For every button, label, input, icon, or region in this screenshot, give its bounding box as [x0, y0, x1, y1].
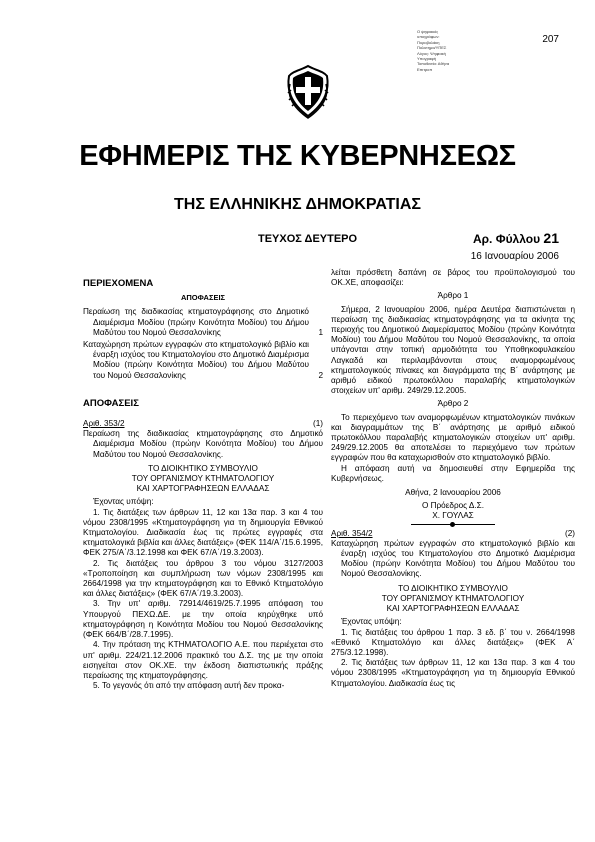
preamble: Έχοντας υπόψη:	[93, 497, 154, 507]
decision-marker: (2)	[564, 528, 575, 538]
decision-marker: (1)	[312, 419, 323, 429]
gazette-subtitle: ΤΗΣ ΕΛΛΗΝΙΚΗΣ ΔΗΜΟΚΡΑΤΙΑΣ	[174, 196, 421, 213]
article-title: Άρθρο 2	[437, 399, 469, 409]
preamble: Έχοντας υπόψη:	[341, 617, 402, 627]
consideration: 3. Την υπ' αριθμ. 72914/4619/25.7.1995 απόφαση του Υπουργού ΠΕΧΩ.ΔΕ. με την οποία κηρύχθηκε υπό κτηματογράφηση η Κοινότητα Μοδίου του Νομού Θεσσαλονίκης (ΦΕΚ 664/Β΄/28.7.1995).	[83, 599, 323, 640]
gazette-title: ΕΦΗΜΕΡΙΣ ΤΗΣ ΚΥΒΕΡΝΗΣΕΩΣ	[79, 140, 516, 172]
stamp-line: Επιτροπ	[417, 66, 433, 72]
toc-item[interactable]	[83, 307, 323, 338]
issue-series: ΤΕΥΧΟΣ ΔΕΥΤΕΡΟ	[258, 233, 358, 245]
decision-number: Αριθ. 353/2	[83, 419, 125, 429]
stamp-line: Πολυτημα/ΥΠΕΣ	[417, 45, 447, 51]
stamp-line: Υπογραφή	[417, 56, 437, 62]
toc-section: ΑΠΟΦΑΣΕΙΣ	[180, 293, 226, 303]
decision-number: Αριθ. 354/2	[331, 528, 373, 538]
board-line: ΤΟΥ ΟΡΓΑΝΙΣΜΟΥ ΚΤΗΜΑΤΟΛΟΓΙΟΥ	[381, 593, 525, 603]
toc-item-text: Περαίωση της διαδικασίας κτηματογράφησης στο Δημοτικό Διαμέρισμα Μοδίου (πρώην Κοινότητα Μοδίου) του Δήμου Μαδύτου του Νομού Θεσσαλονίκης	[83, 307, 309, 337]
digital-signature-stamp	[417, 29, 497, 72]
stamp-line: Πυροβολάκη	[417, 39, 440, 45]
continuation-text: λείται πρόσθετη δαπάνη σε βάρος του προϋπολογισμού του ΟΚ.ΧΕ, αποφασίζει:	[331, 268, 575, 288]
issue-date: 16 Ιανουαρίου 2006	[470, 251, 559, 262]
article-text: Σήμερα, 2 Ιανουαρίου 2006, ημέρα Δευτέρα διαπιστώνεται η περαίωση της διαδικασίας κτηματογράφησης για τα ακίνητα της περιοχής του Δημοτικού Διαμερίσματος Μοδίου (πρώην Κοινότητα Μοδίου) του Δήμου Μαδύτου του Νομού Θεσσαλονίκης, τα οποία υπάγονται στην τοπική αρμοδιότητα του Υποθηκοφυλακείου Λαγκαδά και περιλαμβάνονται στους αναμορφωμένους κτηματολογικούς πίνακες και διαγράμματα της Β΄ ανάρτησης με αριθμό ειδικού πρωτοκόλλου παραλαβής κτηματολογικών στοιχείων υπ' αριθμ. 249/29.12.2005.	[331, 304, 575, 396]
board-line: ΤΟ ΔΙΟΙΚΗΤΙΚΟ ΣΥΜΒΟΥΛΙΟ	[148, 463, 258, 473]
board-line: ΚΑΙ ΧΑΡΤΟΓΡΑΦΗΣΕΩΝ ΕΛΛΑΔΑΣ	[136, 484, 270, 494]
board-line: ΚΑΙ ΧΑΡΤΟΓΡΑΦΗΣΕΩΝ ΕΛΛΑΔΑΣ	[386, 604, 520, 614]
consideration: 1. Τις διατάξεις των άρθρων 11, 12 και 13α παρ. 3 και 4 του νόμου 2308/1995 «Κτηματογράφηση για τη δημιουργία Εθνικού Κτηματολογίου. Διαδικασία έως τις πρώτες εγγραφές στα κτηματολογικά βιβλία και άλλες διατάξεις» (ΦΕΚ 114/Α΄/15.6.1995, ΦΕΚ 275/Α΄/3.12.1998 και ΦΕΚ 67/Α΄/19.3.2003).	[83, 507, 323, 558]
toc-title: ΠΕΡΙΕΧΟΜΕΝΑ	[83, 278, 154, 289]
decisions-title: ΑΠΟΦΑΣΕΙΣ	[83, 397, 139, 409]
decision-header	[331, 529, 575, 539]
greek-coat-of-arms-icon	[285, 64, 331, 120]
separator-rule	[411, 524, 495, 525]
sheet-number	[473, 230, 559, 246]
consideration: 2. Τις διατάξεις του άρθρου 3 του νόμου 3127/2003 «Τροποποίηση και συμπλήρωση των νόμων 2308/1995 και 2664/1998 για την κτηματογράφηση και το Εθνικό Κτηματολόγιο και άλλες διατάξεις» (ΦΕΚ 67/Α΄/19.3.2003).	[83, 558, 323, 599]
decision-subject: Καταχώρηση πρώτων εγγραφών στο κτηματολογικό βιβλίο και έναρξη ισχύος του Κτηματολογίου στο Δημοτικό Διαμέρισμα Μοδίου (πρώην Κοινότητα Μοδίου) του Δήμου Μαδύτου του Νομού Θεσσαλονίκης.	[331, 538, 575, 579]
decision-header	[83, 419, 323, 429]
consideration: 2. Τις διατάξεις των άρθρων 11, 12 και 13α παρ. 3 και 4 του νόμου 2308/1995 «Κτηματογράφηση για τη δημιουργία Εθνικού Κτηματολογίου. Διαδικασία έως τις	[331, 658, 575, 688]
article-title: Άρθρο 1	[437, 291, 469, 301]
stamp-line: Τοποθεσία: Αθήνα	[417, 61, 450, 67]
consideration: 4. Την πρόταση της ΚΤΗΜΑΤΟΛΟΓΙΟ Α.Ε. που περιέχεται στο υπ' αριθμ. 224/21.12.2006 πρακτικό του Δ.Σ. της με την οποία εισηγείται στον ΟΚ.ΧΕ. την έκδοση διαπιστωτικής πράξης περαίωσης της κτηματογράφησης.	[83, 640, 323, 680]
sheet-label: Αρ. Φύλλου	[472, 232, 541, 246]
consideration: 1. Τις διατάξεις του άρθρου 1 παρ. 3 εδ. β΄ του ν. 2664/1998 «Εθνικό Κτηματολόγιο και άλλες διατάξεις» (ΦΕΚ Α΄ 275/3.12.1998).	[331, 627, 575, 657]
article-text: Το περιεχόμενο των αναμορφωμένων κτηματολογικών πινάκων και διαγραμμάτων της Β΄ ανάρτησης με αριθμό ειδικού πρωτοκόλλου παραλαβής κτηματολογικών στοιχείων υπ' αριθμ. 249/29.12.2005 θα αποτελέσει το περιεχόμενο των πρώτων εγγραφών που θα καταχωρισθούν στο κτηματολογικό βιβλίο.	[331, 412, 575, 463]
signer-title: Ο Πρόεδρος Δ.Σ.	[421, 501, 485, 511]
consideration: 5. Το γεγονός ότι από την απόφαση αυτή δεν προκα-	[93, 681, 285, 691]
page-number: 207	[542, 34, 559, 45]
board-line: ΤΟΥ ΟΡΓΑΝΙΣΜΟΥ ΚΤΗΜΑΤΟΛΟΓΙΟΥ	[131, 474, 275, 484]
sheet-value: 21	[543, 230, 559, 246]
toc-item-page: 1	[318, 327, 323, 337]
signer-name: Χ. ΓΟΥΛΑΣ	[432, 511, 474, 521]
decision-subject: Περαίωση της διαδικασίας κτηματογράφησης στο Δημοτικό Διαμέρισμα Μοδίου (πρώην Κοινότητα Μοδίου) του Δήμου Μαδύτου του Νομού Θεσσαλονίκης.	[83, 429, 323, 459]
toc-item-text: Καταχώρηση πρώτων εγγραφών στο κτηματολογικό βιβλίο και έναρξη ισχύος του Κτηματολογίου στο Δημοτικό Διαμέρισμα Μοδίου (πρώην Κοινότητα Μοδίου) του Δήμου Μαδύτου του Νομού Θεσσαλονίκης	[83, 340, 309, 380]
right-column	[331, 264, 575, 689]
left-column	[83, 264, 323, 691]
stamp-line: υπογράφων:	[417, 34, 440, 40]
stamp-line: Λόγος: Ψηφιακή	[417, 50, 446, 56]
toc-item-page: 2	[318, 370, 323, 380]
stamp-line: Ο ψηφιακός	[417, 29, 439, 34]
place-date: Αθήνα, 2 Ιανουαρίου 2006	[405, 488, 501, 498]
board-line: ΤΟ ΔΙΟΙΚΗΤΙΚΟ ΣΥΜΒΟΥΛΙΟ	[398, 583, 508, 593]
toc-item[interactable]	[83, 340, 323, 381]
publication-note: Η απόφαση αυτή να δημοσιευθεί στην Εφημερίδα της Κυβερνήσεως.	[331, 463, 575, 483]
